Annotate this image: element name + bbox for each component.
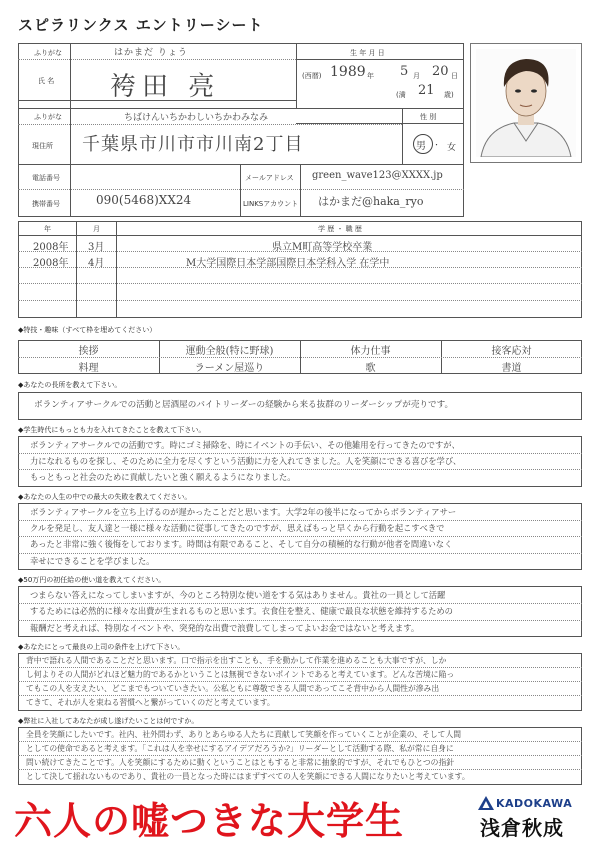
history-column-header: 学 歴 ・ 職 歴	[318, 225, 362, 233]
q2-heading: ◆学生時代にもっとも力を入れてきたことを教えて下さい。	[18, 426, 206, 434]
era-label: (西暦)	[302, 72, 322, 80]
history-row-1-year: 2008年	[33, 242, 69, 253]
q3-heading: ◆あなたの人生の中での最大の失敗を教えてください。	[18, 493, 192, 501]
address-value[interactable]: 千葉県市川市市川南2丁目	[82, 134, 304, 155]
age-open: (満	[396, 91, 406, 99]
skill-item: 体力仕事	[350, 346, 391, 357]
q5-heading: ◆あなたにとって最良の上司の条件を上げて下さい。	[18, 643, 185, 651]
q3-line: あったと非常に強く後悔をしております。時間は有限であること、そして自分の積極的な行動が他者を間違いなく	[30, 539, 453, 549]
age-close: 歳)	[444, 91, 454, 99]
skill-item: ラーメン屋巡り	[194, 363, 265, 374]
month-unit: 月	[413, 72, 420, 80]
email-value[interactable]: green_wave123@XXXX.jp	[312, 170, 443, 181]
furigana-label: ふりがな	[34, 49, 62, 57]
page-title: スピラリンクス エントリーシート	[18, 16, 264, 34]
q2-line: もっともっと社会のために貢献したいと強く願えるようになりました。	[30, 472, 296, 482]
day-unit: 日	[451, 72, 458, 80]
q6-line: 問い続けてきたことです。人を笑顔にするために動くということはともすると非常に抽象的ですが、それでもひとつの指針	[26, 758, 455, 767]
q4-heading: ◆50万円の初任給の使い道を教えてください。	[18, 576, 166, 584]
year-unit: 年	[367, 72, 374, 80]
q3-line: ボランティアサークルを立ち上げるのが遅かったことだと思います。大学2年の後半になってからボランティアサー	[30, 507, 457, 517]
phone-label: 電話番号	[32, 174, 60, 182]
q5-line: し何よりその人間がどれほど魅力的であるかということは無視できないポイントであると考えています。どんな苦境に陥っ	[26, 670, 455, 679]
publisher-name: KADOKAWA	[496, 797, 573, 810]
name-kana: はかまだ りょう	[114, 48, 188, 58]
skill-item: 運動全般(特に野球)	[185, 346, 274, 357]
q2-line: ボランティアサークルでの活動です。時にゴミ掃除を、時にイベントの手伝い、その他雑用を行ってきたのですが、	[30, 440, 460, 450]
q2-line: 力になれるものを探し、そのために全力を尽くすという活動に力を入れてきました。人を笑顔にできる喜びを学び、	[30, 456, 462, 466]
q4-line: つまらない答えになってしまいますが、今のところ特別な使い道をする気はありません。貴社の一員として活躍	[30, 590, 446, 600]
q6-heading: ◆弊社に入社してあなたが成し遂げたいことは何ですか。	[18, 717, 199, 725]
q6-line: として決して揺れないものであり、貴社の一員となった時にはまずすべての人を笑顔にできる人間になりたいと考えています。	[26, 772, 470, 781]
dob-label: 生 年 月 日	[350, 49, 385, 57]
age-value[interactable]: 21	[418, 83, 435, 98]
applicant-photo	[476, 49, 576, 157]
q5-line: てきて、それが人を束ねる習慣へと繋がっていくのだと考えています。	[26, 698, 275, 707]
furigana-label-2: ふりがな	[34, 113, 62, 121]
skill-item: 歌	[365, 363, 376, 374]
q5-line: てもこの人を支えたい、どこまでもついていきたい。公私ともに尊敬できる人間であってこそ背中から人間性が滲み出	[26, 684, 440, 693]
author-name: 浅倉秋成	[480, 816, 564, 840]
skill-item: 挨拶	[78, 346, 99, 357]
skill-item: 接客応対	[491, 346, 532, 357]
q4-line: するためには必然的に様々な出費が生まれるものと思います。衣食住を整え、健康で最良な状態を維持するための	[30, 606, 453, 616]
skill-item: 料理	[78, 363, 99, 374]
name-label: 氏 名	[38, 77, 55, 85]
history-row-1-month: 3月	[88, 242, 105, 253]
q6-line: としての使命であると考えます。「これは人を幸せにするアイデアだろうか?」リーダーとして活動する際、私が常に自身に	[26, 744, 454, 753]
address-label: 現住所	[32, 142, 53, 150]
mobile-label: 携帯番号	[32, 200, 60, 208]
skill-item: 書道	[501, 363, 522, 374]
sex-male[interactable]: 男	[416, 141, 426, 152]
month-column-header: 月	[93, 225, 100, 233]
address-kana: ちばけんいちかわしいちかわみなみ	[124, 113, 269, 123]
history-row-1-text: 県立M町高等学校卒業	[272, 242, 373, 253]
kadokawa-logo-icon	[478, 796, 494, 810]
applicant-name[interactable]: 袴田 亮	[110, 72, 221, 102]
history-row-2-month: 4月	[88, 258, 105, 269]
year-column-header: 年	[44, 225, 51, 233]
sex-female[interactable]: 女	[447, 143, 457, 153]
q4-line: 報酬だと考えれば、特別なイベントや、突発的な出費で浪費してしまってよいお金ではないと考えます。	[30, 623, 420, 633]
q3-line: 幸せにできることを学びました。	[30, 556, 155, 566]
birth-year[interactable]: 1989	[330, 64, 366, 80]
sex-label: 性 別	[420, 113, 437, 121]
book-title: 六人の嘘つきな大学生	[14, 799, 405, 843]
q5-line: 背中で語れる人間であることだと思います。口で指示を出すことも、手を動かして作業を進めることも大事ですが、しか	[26, 656, 447, 665]
sex-separator: ・	[433, 141, 440, 149]
links-label: LINKSアカウント	[243, 200, 299, 208]
history-row-2-text: M大学国際日本学部国際日本学科入学 在学中	[186, 258, 390, 269]
history-row-2-year: 2008年	[33, 258, 69, 269]
links-value[interactable]: はかまだ@haka_ryo	[318, 195, 424, 208]
q6-line: 全員を笑顔にしたいです。社内、社外問わず、ありとあらゆる人たちに貢献して笑顔を作っていくことが企業の、そして人間	[26, 730, 462, 739]
mobile-value[interactable]: 090(5468)XX24	[96, 193, 192, 207]
q1-heading: ◆あなたの長所を教えて下さい。	[18, 381, 122, 389]
q1-answer: ボランティアサークルでの活動と居酒屋のバイトリーダーの経験から来る抜群のリーダーシップが売りです。	[34, 400, 454, 410]
email-label: メールアドレス	[245, 174, 294, 182]
birth-month[interactable]: 5	[400, 64, 409, 79]
birth-day[interactable]: 20	[432, 64, 449, 79]
skills-heading: ◆特技・趣味（すべて枠を埋めてください）	[18, 326, 157, 334]
q3-line: クルを発足し、友人達と一様に様々な活動に従事してきたのですが、思えばもっと早くから行動を起こすべきで	[30, 523, 445, 533]
